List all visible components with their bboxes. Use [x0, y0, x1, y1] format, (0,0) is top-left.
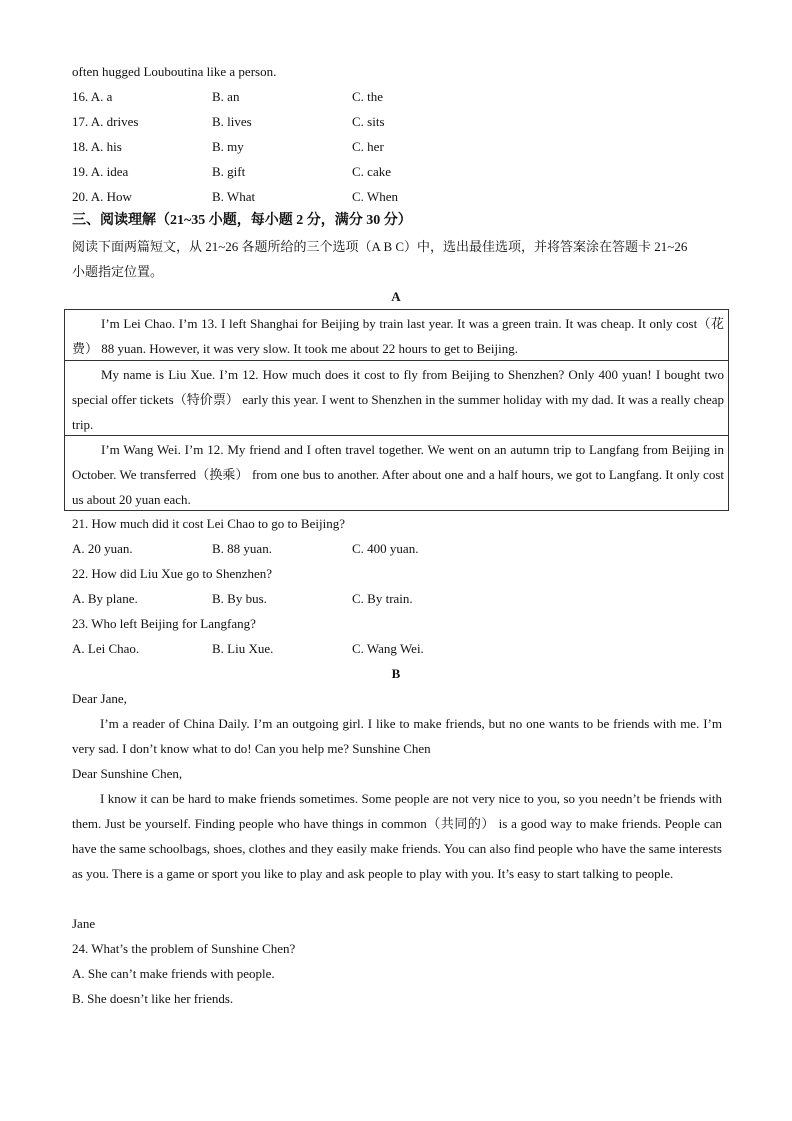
option-b: B. By bus.: [212, 591, 267, 606]
question-21-options: [72, 541, 722, 557]
passage-b-label: B: [391, 666, 401, 681]
option-a: A. By plane.: [72, 591, 138, 606]
question-17-options: [72, 114, 722, 130]
section-instruction-line2: 小题指定位置。: [72, 264, 164, 279]
option-b: B. an: [212, 89, 240, 104]
option-c: C. By train.: [352, 591, 413, 606]
question-16-options: [72, 89, 722, 105]
option-b: B. 88 yuan.: [212, 541, 272, 556]
letter-greeting-1: Dear Jane,: [72, 691, 127, 706]
option-c: C. her: [352, 139, 384, 154]
passage-a-text-2: My name is Liu Xue. I’m 12. How much does it cost to fly from Beijing to Shenzhen? Only 400 yuan! I bought two special offer tickets（特价票） early this year. I went to Shenzhen in the summer holiday with my dad. It was a really cheap trip.: [72, 367, 724, 432]
option-a: A. Lei Chao.: [72, 641, 140, 656]
question-21: 21. How much did it cost Lei Chao to go to Beijing?: [72, 516, 345, 531]
option-b: B. gift: [212, 164, 246, 179]
letter-body-2: I know it can be hard to make friends sometimes. Some people are not very nice to you, so you needn’t be friends with them. Just be yourself. Finding people who have things in common（共同的） is a good way to make friends. People can have the same schoolbags, shoes, clothes and they easily make friends. You can also find people who have the same interests as you. There is a game or sport you like to play and ask people to play with you. It’s easy to start talking to people.: [72, 791, 722, 881]
option-b: B. my: [212, 139, 244, 154]
question-23-options: [72, 641, 722, 657]
section-instruction-line1: 阅读下面两篇短文，从 21~26 各题所给的三个选项（A B C）中，选出最佳选项，并将答案涂在答题卡 21~26: [72, 239, 688, 254]
passage-a-cell-1: [65, 310, 728, 360]
continued-text: often hugged Louboutina like a person.: [72, 64, 277, 79]
question-18-options: [72, 139, 722, 155]
passage-a-text-1: I’m Lei Chao. I’m 13. I left Shanghai for Beijing by train last year. It was a green train. It was cheap. It only cost（花费） 88 yuan. However, it was very slow. It took me about 22 hours to get to Beijing.: [72, 316, 724, 356]
letter-greeting-2: Dear Sunshine Chen,: [72, 766, 183, 781]
option-a: 17. A. drives: [72, 114, 139, 129]
passage-a-table: [64, 309, 729, 511]
question-22-options: [72, 591, 722, 607]
question-24-option-a: A. She can’t make friends with people.: [72, 966, 275, 981]
passage-a-label: A: [391, 289, 401, 304]
option-c: C. Wang Wei.: [352, 641, 424, 656]
question-24-option-b: B. She doesn’t like her friends.: [72, 991, 234, 1006]
question-23: 23. Who left Beijing for Langfang?: [72, 616, 256, 631]
letter-body-1: I’m a reader of China Daily. I’m an outgoing girl. I like to make friends, but no one wants to be friends with me. I’m very sad. I don’t know what to do! Can you help me? Sunshine Chen: [72, 716, 722, 756]
question-20-options: [72, 189, 722, 205]
passage-a-cell-3: [65, 435, 728, 511]
letter-signature: Jane: [72, 916, 96, 931]
passage-a-cell-2: [65, 360, 728, 437]
option-a: 18. A. his: [72, 139, 122, 154]
section-title: 三、阅读理解（21~35 小题，每小题 2 分，满分 30 分）: [72, 213, 412, 228]
question-24: 24. What’s the problem of Sunshine Chen?: [72, 941, 296, 956]
option-a: 16. A. a: [72, 89, 113, 104]
passage-a-text-3: I’m Wang Wei. I’m 12. My friend and I often travel together. We went on an autumn trip to Langfang from Beijing in October. We transferred（换乘） from one bus to another. After about one and a half hours, we got to Langfang. It only cost us about 20 yuan each.: [72, 442, 724, 507]
question-22: 22. How did Liu Xue go to Shenzhen?: [72, 566, 273, 581]
option-b: B. Liu Xue.: [212, 641, 274, 656]
option-b: B. lives: [212, 114, 252, 129]
option-c: C. sits: [352, 114, 385, 129]
option-c: C. cake: [352, 164, 391, 179]
question-19-options: [72, 164, 722, 180]
option-c: C. 400 yuan.: [352, 541, 419, 556]
option-c: C. When: [352, 189, 398, 204]
option-a: 20. A. How: [72, 189, 132, 204]
option-a: A. 20 yuan.: [72, 541, 133, 556]
option-c: C. the: [352, 89, 384, 104]
option-a: 19. A. idea: [72, 164, 129, 179]
option-b: B. What: [212, 189, 256, 204]
